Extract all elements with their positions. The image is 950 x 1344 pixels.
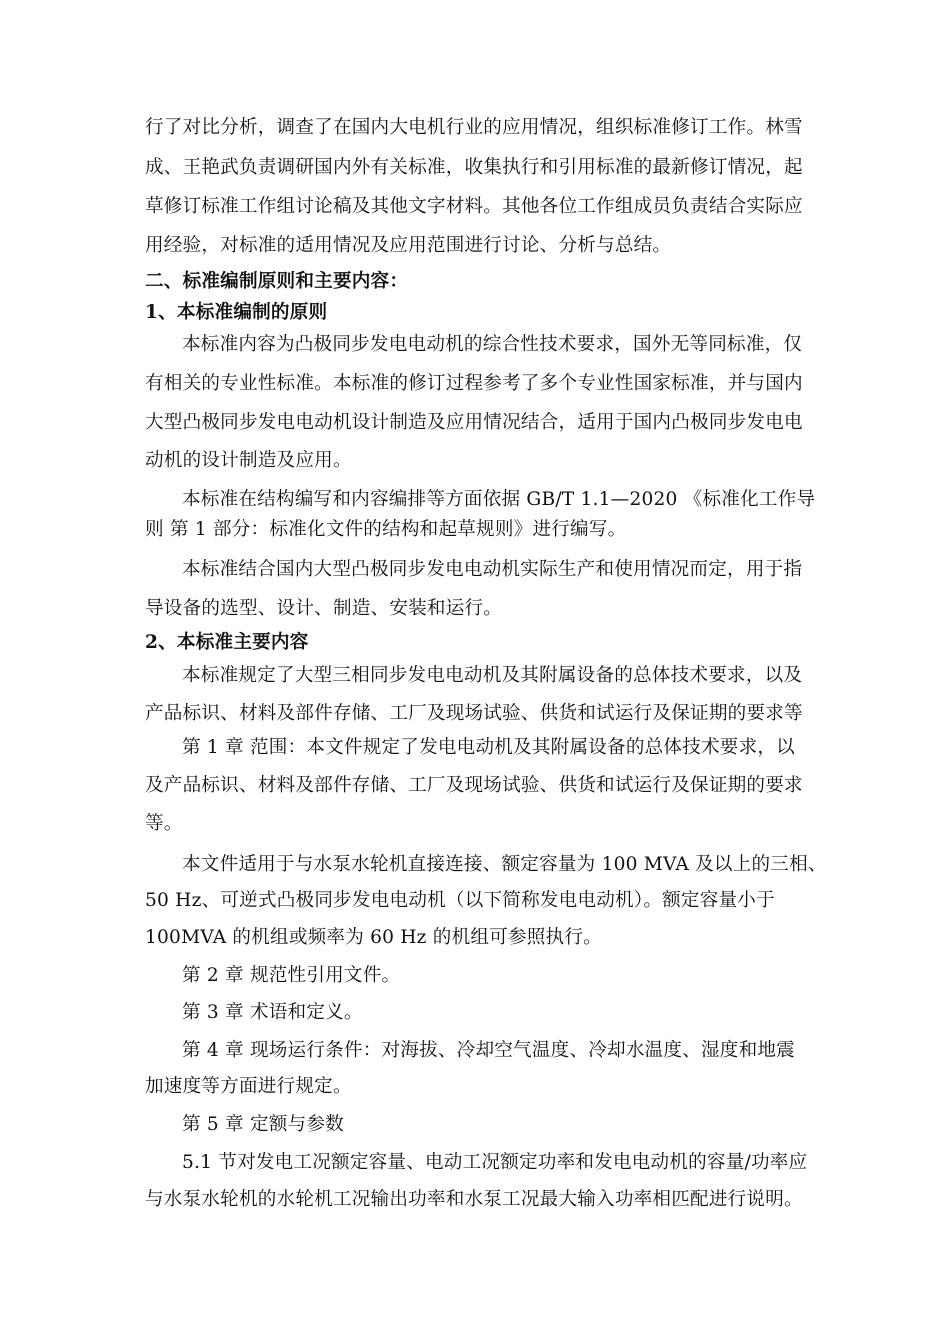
paragraph-line: 本标准在结构编写和内容编排等方面依据 GB/T 1.1—2020 《标准化工作导 bbox=[182, 489, 816, 510]
chapter-line: 第 4 章 现场运行条件：对海拔、冷却空气温度、冷却水温度、湿度和地震 bbox=[182, 1040, 795, 1061]
paragraph-line: 等。 bbox=[145, 813, 183, 834]
paragraph-line: 与水泵水轮机的水轮机工况输出功率和水泵工况最大输入功率相匹配进行说明。 bbox=[145, 1189, 803, 1210]
paragraph-line: 本文件适用于与水泵水轮机直接连接、额定容量为 100 MVA 及以上的三相、 bbox=[182, 854, 827, 875]
paragraph-line: 50 Hz、可逆式凸极同步发电电动机（以下简称发电电动机）。额定容量小于 bbox=[145, 890, 775, 911]
paragraph-line: 成、王艳武负责调研国内外有关标准，收集执行和引用标准的最新修订情况，起 bbox=[145, 157, 803, 178]
paragraph-line: 5.1 节对发电工况额定容量、电动工况额定功率和发电电动机的容量/功率应 bbox=[182, 1152, 808, 1173]
paragraph-line: 草修订标准工作组讨论稿及其他文字材料。其他各位工作组成员负责结合实际应 bbox=[145, 196, 803, 217]
chapter-line: 第 2 章 规范性引用文件。 bbox=[182, 965, 401, 986]
paragraph-line: 加速度等方面进行规定。 bbox=[145, 1076, 352, 1097]
paragraph-line: 导设备的选型、设计、制造、安装和运行。 bbox=[145, 598, 503, 619]
paragraph-line: 则 第 1 部分：标准化文件的结构和起草规则》进行编写。 bbox=[145, 519, 627, 540]
chapter-line: 第 3 章 术语和定义。 bbox=[182, 1002, 363, 1023]
chapter-line: 第 5 章 定额与参数 bbox=[182, 1114, 344, 1135]
paragraph-line: 100MVA 的机组或频率为 60 Hz 的机组可参照执行。 bbox=[145, 927, 602, 948]
paragraph-line: 及产品标识、材料及部件存储、工厂及现场试验、供货和试运行及保证期的要求 bbox=[145, 775, 803, 796]
section-heading: 二、标准编制原则和主要内容： bbox=[145, 271, 409, 292]
subsection-heading: 1、本标准编制的原则 bbox=[145, 302, 328, 323]
paragraph-line: 本标准规定了大型三相同步发电电动机及其附属设备的总体技术要求，以及 bbox=[182, 665, 803, 686]
paragraph-line: 本标准结合国内大型凸极同步发电电动机实际生产和使用情况而定，用于指 bbox=[182, 559, 803, 580]
paragraph-line: 本标准内容为凸极同步发电电动机的综合性技术要求，国外无等同标准，仅 bbox=[182, 334, 803, 355]
paragraph-line: 大型凸极同步发电电动机设计制造及应用情况结合，适用于国内凸极同步发电电 bbox=[145, 412, 803, 433]
paragraph-line: 有相关的专业性标准。本标准的修订过程参考了多个专业性国家标准，并与国内 bbox=[145, 373, 803, 394]
paragraph-line: 用经验，对标准的适用情况及应用范围进行讨论、分析与总结。 bbox=[145, 235, 672, 256]
paragraph-line: 第 1 章 范围：本文件规定了发电电动机及其附属设备的总体技术要求，以 bbox=[182, 737, 795, 758]
paragraph-line: 行了对比分析，调查了在国内大电机行业的应用情况，组织标准修订工作。林雪 bbox=[145, 117, 803, 138]
paragraph-line: 产品标识、材料及部件存储、工厂及现场试验、供货和试运行及保证期的要求等 bbox=[145, 703, 803, 724]
paragraph-line: 动机的设计制造及应用。 bbox=[145, 450, 352, 471]
subsection-heading: 2、本标准主要内容 bbox=[145, 632, 309, 653]
